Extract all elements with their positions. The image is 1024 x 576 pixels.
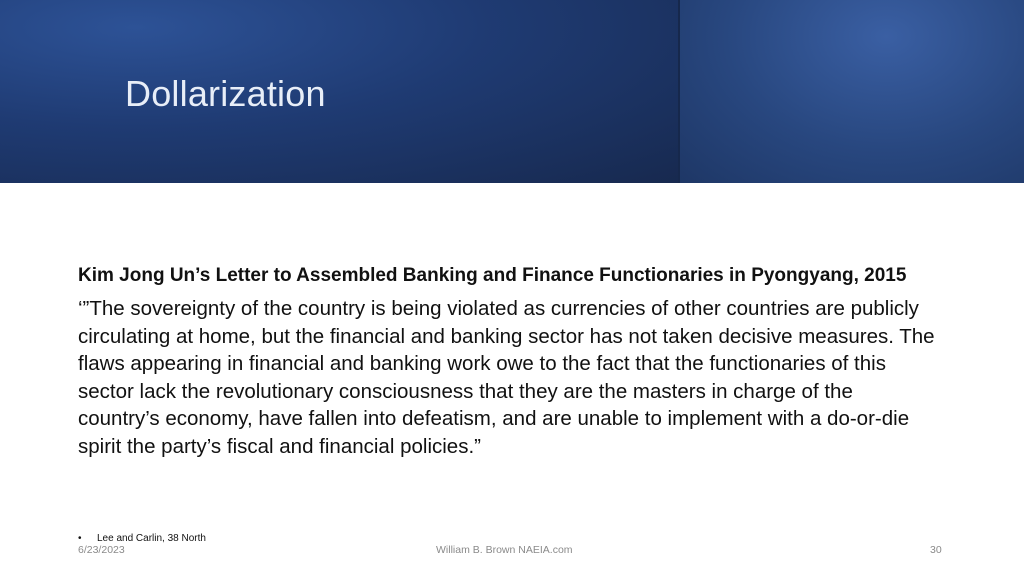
header-main-panel: [0, 0, 678, 183]
header-right-panel: [680, 0, 1024, 183]
slide-body: [78, 262, 938, 460]
header-band: [0, 0, 1024, 183]
quote-text: ‘”The sovereignty of the country is being violated as currencies of other countries are publicly circulating at home, but the financial and banking sector has not taken decisive measures. The flaws appearing in financial and banking work owe to the fact that the functionaries of this sector lack the revolutionary consciousness that they are the masters in charge of the country’s economy, have fallen into defeatism, and are unable to implement with a do-or-die spirit the party’s fiscal and financial policies.”: [78, 297, 935, 458]
subheading: Kim Jong Un’s Letter to Assembled Banking and Finance Functionaries in Pyongyang, 2015: [78, 265, 907, 286]
footer-author: William B. Brown NAEIA.com: [436, 544, 573, 556]
page-number: 30: [930, 544, 942, 556]
slide-title: Dollarization: [125, 73, 326, 114]
footnote-text: Lee and Carlin, 38 North: [97, 533, 206, 544]
bullet-icon: •: [78, 533, 82, 544]
footer-date: 6/23/2023: [78, 544, 125, 556]
